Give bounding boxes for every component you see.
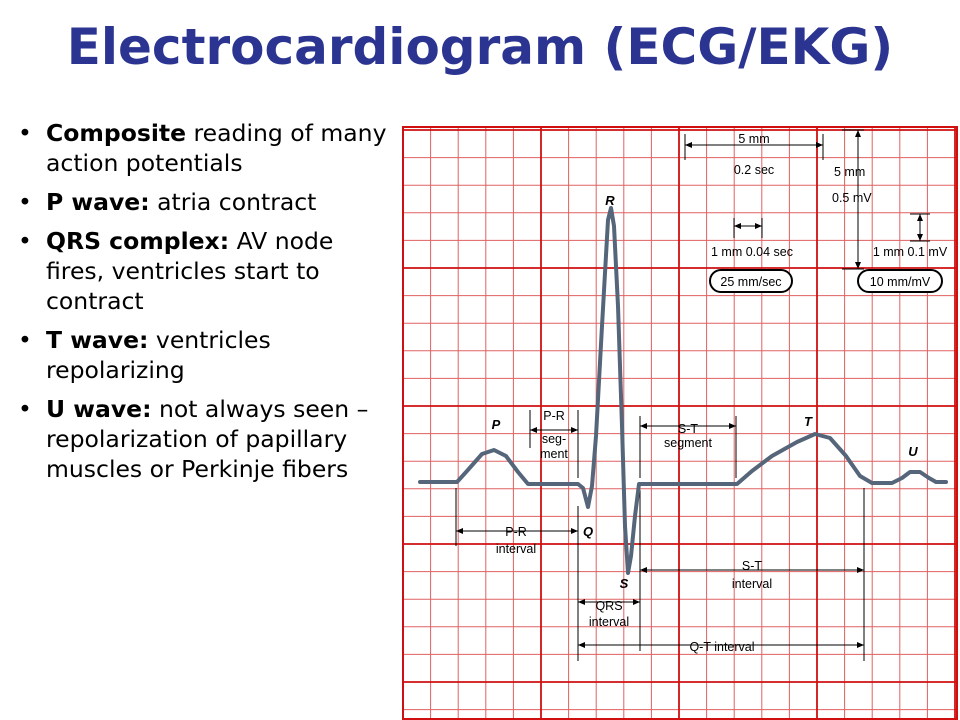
diagram-label: P-R — [505, 525, 527, 539]
arrowhead — [456, 528, 463, 534]
arrowhead — [571, 528, 578, 534]
bullet-text: ventricles repolarizing — [46, 326, 271, 384]
diagram-label: 0.5 mV — [832, 191, 872, 205]
bullet-term: Composite — [46, 119, 187, 147]
arrowhead — [734, 223, 741, 229]
diagram-label: P-R — [543, 409, 565, 423]
measurement-annotations — [456, 130, 942, 661]
ecg-diagram — [402, 126, 958, 720]
arrowhead — [729, 423, 736, 429]
wave-q-label: Q — [582, 524, 594, 539]
wave-s-label: S — [619, 576, 629, 591]
bullet-text: AV node fires, ventricles start to contract — [46, 227, 334, 315]
gain-label: 10 mm/mV — [869, 275, 931, 289]
arrowhead — [816, 142, 823, 148]
bullet-item — [18, 325, 390, 385]
arrowhead — [855, 130, 861, 137]
bullet-marker: • — [18, 227, 32, 255]
bullet-list — [18, 118, 390, 493]
arrowhead — [578, 642, 585, 648]
arrowhead — [917, 214, 923, 221]
slide-title: Electrocardiogram (ECG/EKG) — [66, 18, 894, 76]
bullet-item — [18, 118, 390, 178]
diagram-label: 1 mm 0.04 sec — [711, 245, 793, 259]
bullet-marker: • — [18, 188, 32, 216]
diagram-label: seg- — [541, 432, 567, 446]
bullet-term: QRS complex: — [46, 227, 230, 255]
bullet-term: P wave: — [46, 188, 150, 216]
speed-label: 25 mm/sec — [720, 275, 782, 289]
ecg-grid-svg — [402, 126, 958, 720]
bullet-term: T wave: — [46, 326, 149, 354]
bullet-item — [18, 394, 390, 484]
wave-u-label: U — [908, 444, 918, 459]
diagram-label: QRS — [595, 599, 623, 613]
arrowhead — [633, 599, 640, 605]
diagram-label: 5 mm — [834, 165, 866, 179]
wave-t-label: T — [804, 414, 812, 429]
arrowhead — [530, 427, 537, 433]
ecg-trace — [420, 208, 946, 573]
diagram-label: 5 mm — [738, 132, 770, 146]
wave-p-label: P — [491, 417, 501, 432]
diagram-label: interval — [495, 542, 537, 556]
diagram-label: Q-T interval — [689, 640, 755, 654]
arrowhead — [755, 223, 762, 229]
bullet-marker: • — [18, 395, 32, 423]
diagram-label: segment — [664, 436, 712, 450]
diagram-label: ment — [540, 447, 568, 461]
diagram-label: interval — [731, 577, 773, 591]
arrowhead — [578, 599, 585, 605]
bullet-term: U wave: — [46, 395, 152, 423]
diagram-label: 1 mm 0.1 mV — [872, 245, 948, 259]
bullet-item — [18, 187, 390, 217]
diagram-label: interval — [588, 615, 630, 629]
bullet-item — [18, 226, 390, 316]
arrowhead — [640, 423, 647, 429]
bullet-text: not always seen – repolarization of papillary muscles or Perkinje fibers — [46, 395, 369, 483]
bullet-marker: • — [18, 119, 32, 147]
diagram-label: 0.2 sec — [733, 163, 775, 177]
bullet-text: atria contract — [149, 188, 317, 216]
wave-r-label: R — [605, 193, 615, 208]
diagram-label: S-T — [741, 559, 763, 573]
diagram-label: S-T — [677, 422, 699, 436]
arrowhead — [571, 427, 578, 433]
arrowhead — [857, 642, 864, 648]
diagram-labels — [492, 132, 948, 654]
arrowhead — [685, 142, 692, 148]
bullet-text: reading of many action potentials — [46, 119, 387, 177]
bullet-marker: • — [18, 326, 32, 354]
